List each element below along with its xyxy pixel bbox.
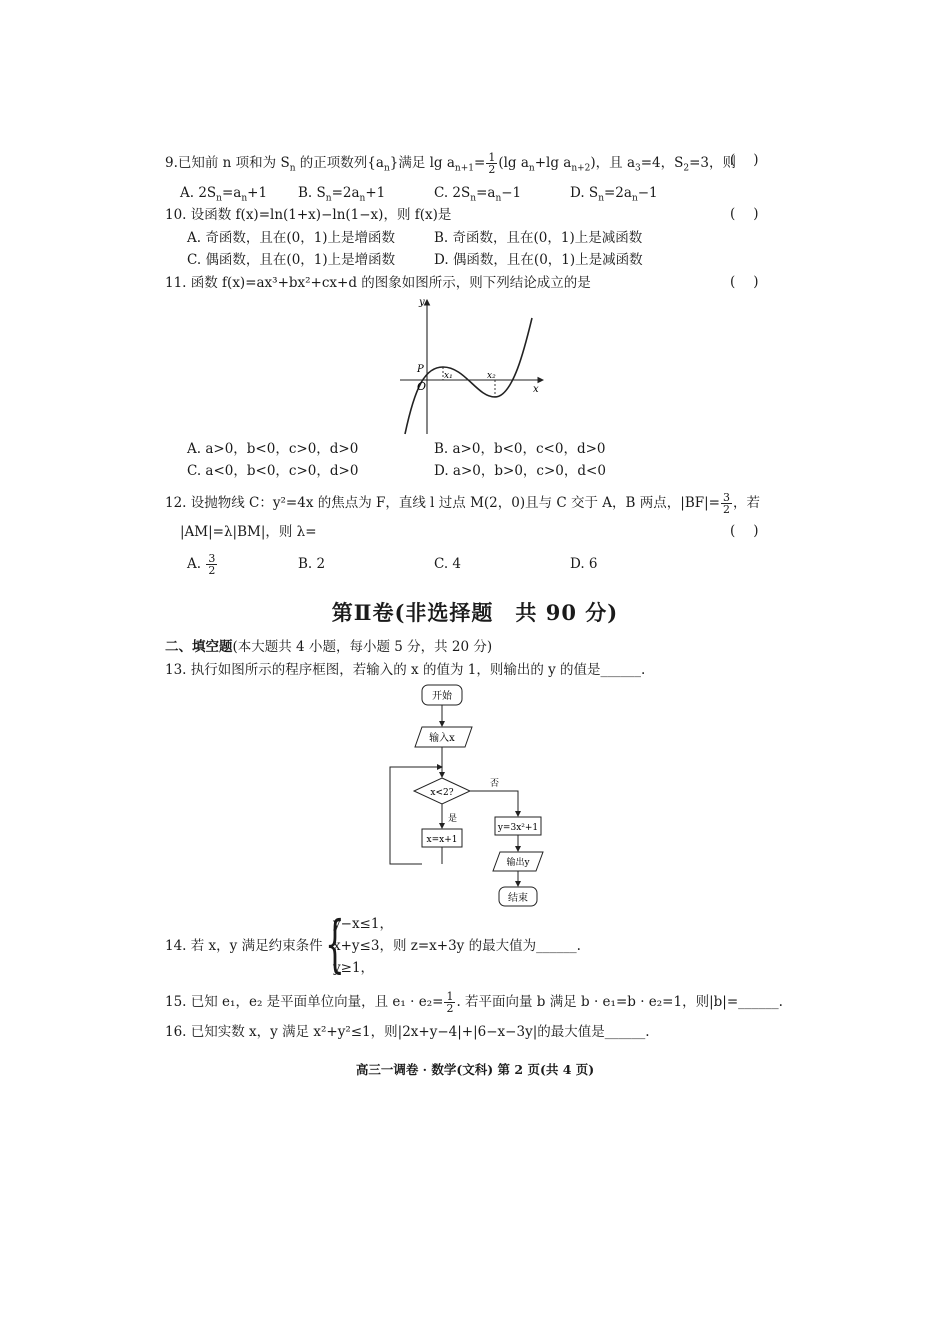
q14-constraint-1: y−x≤1，	[333, 916, 393, 932]
q14-constraint-2: x+y≤3，则 z=x+3y 的最大值为______.	[333, 938, 581, 954]
q10-stem: 10. 设函数 f(x)=ln(1+x)−ln(1−x)，则 f(x)是	[165, 207, 452, 223]
q9-fraction: $\frac{1}{2}$	[488, 151, 496, 176]
y-axis-label: y	[419, 297, 425, 308]
q13-stem: 13. 执行如图所示的程序框图，若输入的 x 的值为 1，则输出的 y 的值是______.	[165, 662, 646, 678]
x2-label: x₂	[487, 371, 496, 381]
section-title: 第Ⅱ卷(非选择题 共 90 分)	[331, 600, 619, 625]
output-label: 输出y	[506, 858, 530, 868]
q14-stem: 14. 若 x，y 满足约束条件	[165, 938, 323, 954]
q15-fraction: $\frac{1}{2}$	[446, 990, 454, 1015]
q9-answer-paren: ()	[730, 152, 777, 168]
q16-stem: 16. 已知实数 x，y 满足 x²+y²≤1，则|2x+y−4|+|6−x−3y|的最大值是______.	[165, 1024, 650, 1040]
q10-option-a: A. 奇函数，且在(0，1)上是增函数	[187, 230, 396, 246]
fill-blank-header: 二、填空题(本大题共 4 小题，每小题 5 分，共 20 分)	[165, 639, 493, 655]
q11-option-c: C. a<0，b<0，c>0，d>0	[187, 463, 359, 479]
condition-label: x<2?	[430, 788, 454, 798]
q11-option-b: B. a>0，b<0，c<0，d>0	[434, 441, 606, 457]
q12-stem: 12. 设抛物线 C：y²=4x 的焦点为 F，直线 l 过点 M(2，0)且与 C 交于 A，B 两点，|BF|= $\frac{3}{2}$ ，若	[165, 491, 760, 516]
compute-label: y=3x²+1	[497, 823, 539, 833]
q12-stem-2: |AM|=λ|BM|，则 λ=	[180, 524, 317, 540]
q12-answer-paren: ()	[730, 523, 777, 539]
q12-option-a-fraction: $\frac{3}{2}$	[208, 552, 216, 577]
q11-option-a: A. a>0，b<0，c>0，d>0	[187, 441, 359, 457]
q13-flowchart	[385, 683, 555, 913]
point-p-label: P	[417, 364, 424, 375]
yes-label: 是	[448, 814, 458, 824]
q9-option-d: D. $S_n=2a_n-1$	[570, 185, 658, 204]
no-label: 否	[490, 779, 500, 789]
q12-option-b: B. 2	[298, 556, 326, 572]
start-label: 开始	[432, 691, 452, 702]
q9-stem: 9.已知前 n 项和为 $S_n$ 的正项数列$\{a_n\}$满足 $\lg a_{n+1}=$ $\frac{1}{2}$ (lg $a_n+\lg$ $a_{n+2}$)，且 $a_3=4$，$S_2=3$，则	[165, 151, 737, 176]
q11-option-d: D. a>0，b>0，c>0，d<0	[434, 463, 606, 479]
q14-constraint-3: y≥1，	[333, 960, 375, 976]
q9-option-b: B. $S_n=2a_n+1$	[298, 185, 386, 204]
q10-option-c: C. 偶函数，且在(0，1)上是增函数	[187, 252, 396, 268]
increment-label: x=x+1	[426, 835, 458, 845]
q15-stem: 15. 已知 e₁，e₂ 是平面单位向量，且 e₁ · e₂= $\frac{1}{2}$ . 若平面向量 b 满足 b · e₁=b · e₂=1，则|b|=______.	[165, 990, 783, 1015]
origin-label: O	[417, 380, 427, 393]
q11-stem: 11. 函数 f(x)=ax³+bx²+cx+d 的图象如图所示，则下列结论成立的是	[165, 275, 591, 291]
q12-fraction: $\frac{3}{2}$	[722, 491, 730, 516]
cubic-curve	[405, 318, 532, 434]
q14-brace: {	[325, 907, 345, 980]
q11-answer-paren: ()	[730, 274, 777, 290]
q11-cubic-graph	[395, 292, 555, 437]
end-label: 结束	[508, 893, 528, 904]
q12-option-c: C. 4	[434, 556, 462, 572]
q10-option-d: D. 偶函数，且在(0，1)上是减函数	[434, 252, 643, 268]
q9-option-a: A. $2S_n=a_n+1$	[180, 185, 268, 204]
input-label: 输入x	[429, 733, 455, 744]
q12-option-a: A. $\frac{3}{2}$	[187, 552, 216, 577]
x1-label: x₁	[444, 371, 453, 381]
q10-option-b: B. 奇函数，且在(0，1)上是减函数	[434, 230, 643, 246]
q10-answer-paren: ()	[730, 206, 777, 222]
q9-option-c: C. $2S_n=a_n-1$	[434, 185, 522, 204]
q12-option-d: D. 6	[570, 556, 598, 572]
page-footer: 高三一调卷 · 数学(文科) 第 2 页(共 4 页)	[355, 1062, 595, 1077]
x-axis-label: x	[533, 384, 539, 395]
